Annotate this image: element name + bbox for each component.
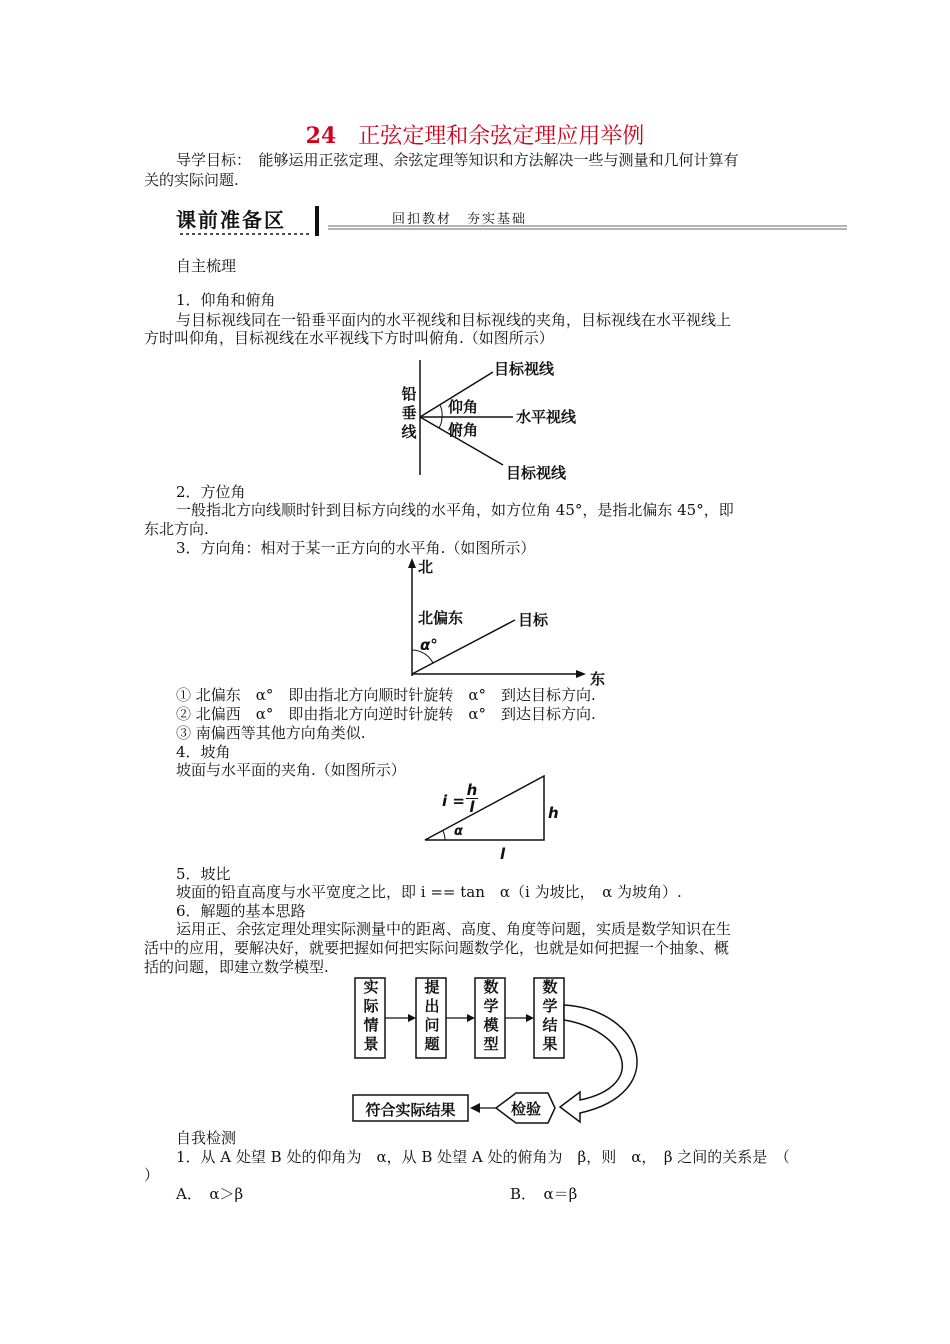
flow-char: 数 bbox=[483, 978, 499, 996]
fraction-denominator: l bbox=[466, 798, 478, 815]
fig3-base-label: l bbox=[500, 845, 506, 863]
question-1-line-1: 1．从 A 处望 B 处的仰角为 α，从 B 处望 A 处的俯角为 β，则 α， β 之间的关系是 （ bbox=[176, 1148, 790, 1166]
flow-char: 型 bbox=[483, 1035, 499, 1053]
flow-char: 学 bbox=[542, 997, 558, 1015]
fig1-lower-label: 目标视线 bbox=[506, 464, 567, 482]
flow-char: 学 bbox=[483, 997, 499, 1015]
fig1-horizontal-label: 水平视线 bbox=[516, 408, 577, 426]
fig3-fraction bbox=[466, 782, 478, 815]
s5-line-1: 坡面的铅直高度与水平宽度之比，即 i == tan α（i 为坡比， α 为坡角）. bbox=[176, 883, 682, 901]
title-text: 正弦定理和余弦定理应用举例 bbox=[358, 124, 645, 149]
s2-line-1: 一般指北方向线顺时针到目标方向线的水平角，如方位角 45°，是指北偏东 45°，即 bbox=[176, 501, 734, 519]
flow-char: 结 bbox=[542, 1016, 558, 1034]
question-1-line-2: ） bbox=[144, 1166, 160, 1184]
flow-char: 出 bbox=[424, 997, 440, 1015]
flow-result-label: 符合实际结果 bbox=[365, 1101, 456, 1119]
flow-arrowhead bbox=[408, 1014, 416, 1022]
east-arrowhead bbox=[576, 670, 586, 678]
option-b: B． α＝β bbox=[510, 1185, 578, 1203]
north-arrowhead bbox=[408, 558, 416, 568]
fig2-north-label: 北 bbox=[418, 558, 434, 576]
fig1-vertical-label bbox=[400, 385, 418, 442]
s2-heading: 2．方位角 bbox=[176, 483, 246, 501]
banner-title: 课前准备区 bbox=[176, 208, 286, 232]
flow-arrowhead bbox=[526, 1014, 534, 1022]
flow-char: 实 bbox=[363, 978, 379, 996]
flow-check-label: 检验 bbox=[511, 1100, 542, 1118]
fig1-depression-label: 俯角 bbox=[448, 421, 479, 439]
fig3-angle-label: α bbox=[454, 824, 463, 839]
title-number: 24 bbox=[305, 123, 337, 149]
s3-heading: 3．方向角：相对于某一正方向的水平角.（如图所示） bbox=[176, 539, 536, 557]
vertical-label-char: 铅 bbox=[401, 385, 417, 403]
flow-box-3 bbox=[476, 978, 506, 1054]
s1-heading: 1．仰角和俯角 bbox=[176, 291, 276, 309]
self-test-heading: 自我检测 bbox=[176, 1129, 237, 1147]
elevation-arc bbox=[440, 405, 442, 417]
fig2-east-label: 东 bbox=[590, 670, 606, 688]
flow-char: 景 bbox=[363, 1035, 379, 1053]
flow-arrowhead bbox=[470, 1103, 480, 1113]
flow-arrowhead bbox=[467, 1014, 475, 1022]
fig2-target-label: 目标 bbox=[518, 611, 549, 629]
fig2-angle-label: α° bbox=[420, 636, 438, 654]
s6-line-2: 活中的应用，要解决好，就要把握如何把实际问题数学化，也就是如何把握一个抽象、概 bbox=[144, 939, 730, 957]
s2-line-2: 东北方向. bbox=[144, 520, 209, 538]
fig3-ratio-lhs: i = bbox=[442, 792, 465, 810]
section-self-study: 自主梳理 bbox=[176, 257, 237, 275]
slope-arc bbox=[443, 831, 445, 840]
page-title bbox=[0, 122, 950, 151]
s1-line-1: 与目标视线同在一铅垂平面内的水平视线和目标视线的夹角，目标视线在水平视线上 bbox=[176, 311, 732, 329]
fraction-numerator: h bbox=[466, 781, 478, 799]
flow-box-2 bbox=[417, 978, 447, 1054]
note-3: ③ 南偏西等其他方向角类似. bbox=[176, 724, 366, 742]
note-2: ② 北偏西 α° 即由指北方向逆时针旋转 α° 到达目标方向. bbox=[176, 705, 596, 723]
flow-char: 模 bbox=[483, 1016, 499, 1034]
curved-return-arrow bbox=[560, 1005, 637, 1122]
fig3-height-label: h bbox=[548, 804, 559, 822]
flow-char: 题 bbox=[424, 1035, 440, 1053]
flow-char: 际 bbox=[363, 997, 379, 1015]
flow-char: 数 bbox=[542, 978, 558, 996]
s1-line-2: 方时叫仰角，目标视线在水平视线下方时叫俯角.（如图所示） bbox=[144, 329, 554, 347]
objective-line-1: 导学目标： 能够运用正弦定理、余弦定理等知识和方法解决一些与测量和几何计算有 bbox=[176, 151, 739, 169]
fig1-upper-label: 目标视线 bbox=[494, 360, 555, 378]
s6-line-3: 括的问题，即建立数学模型. bbox=[144, 958, 329, 976]
s4-line-1: 坡面与水平面的夹角.（如图所示） bbox=[176, 761, 406, 779]
flow-char: 果 bbox=[542, 1035, 558, 1053]
s6-line-1: 运用正、余弦定理处理实际测量中的距离、高度、角度等问题，实质是数学知识在生 bbox=[176, 920, 732, 938]
objective-line-2: 关的实际问题. bbox=[144, 171, 239, 189]
vertical-label-char: 垂 bbox=[401, 404, 417, 422]
figure-slope bbox=[420, 772, 560, 844]
s6-heading: 6．解题的基本思路 bbox=[176, 902, 306, 920]
fig1-elevation-label: 仰角 bbox=[448, 398, 479, 416]
flow-char: 问 bbox=[424, 1016, 440, 1034]
banner-subtitle: 回扣教材 夯实基础 bbox=[392, 212, 528, 227]
note-1: ① 北偏东 α° 即由指北方向顺时针旋转 α° 到达目标方向. bbox=[176, 686, 596, 704]
fig2-bearing-label: 北偏东 bbox=[418, 609, 464, 627]
flow-char: 提 bbox=[424, 978, 440, 996]
flow-char: 情 bbox=[363, 1016, 379, 1034]
s5-heading: 5．坡比 bbox=[176, 865, 231, 883]
depression-arc bbox=[439, 417, 442, 428]
flow-box-1 bbox=[356, 978, 386, 1054]
vertical-label-char: 线 bbox=[401, 423, 417, 441]
option-a: A． α＞β bbox=[176, 1185, 244, 1203]
s4-heading: 4．坡角 bbox=[176, 743, 231, 761]
flow-box-4 bbox=[535, 978, 565, 1054]
